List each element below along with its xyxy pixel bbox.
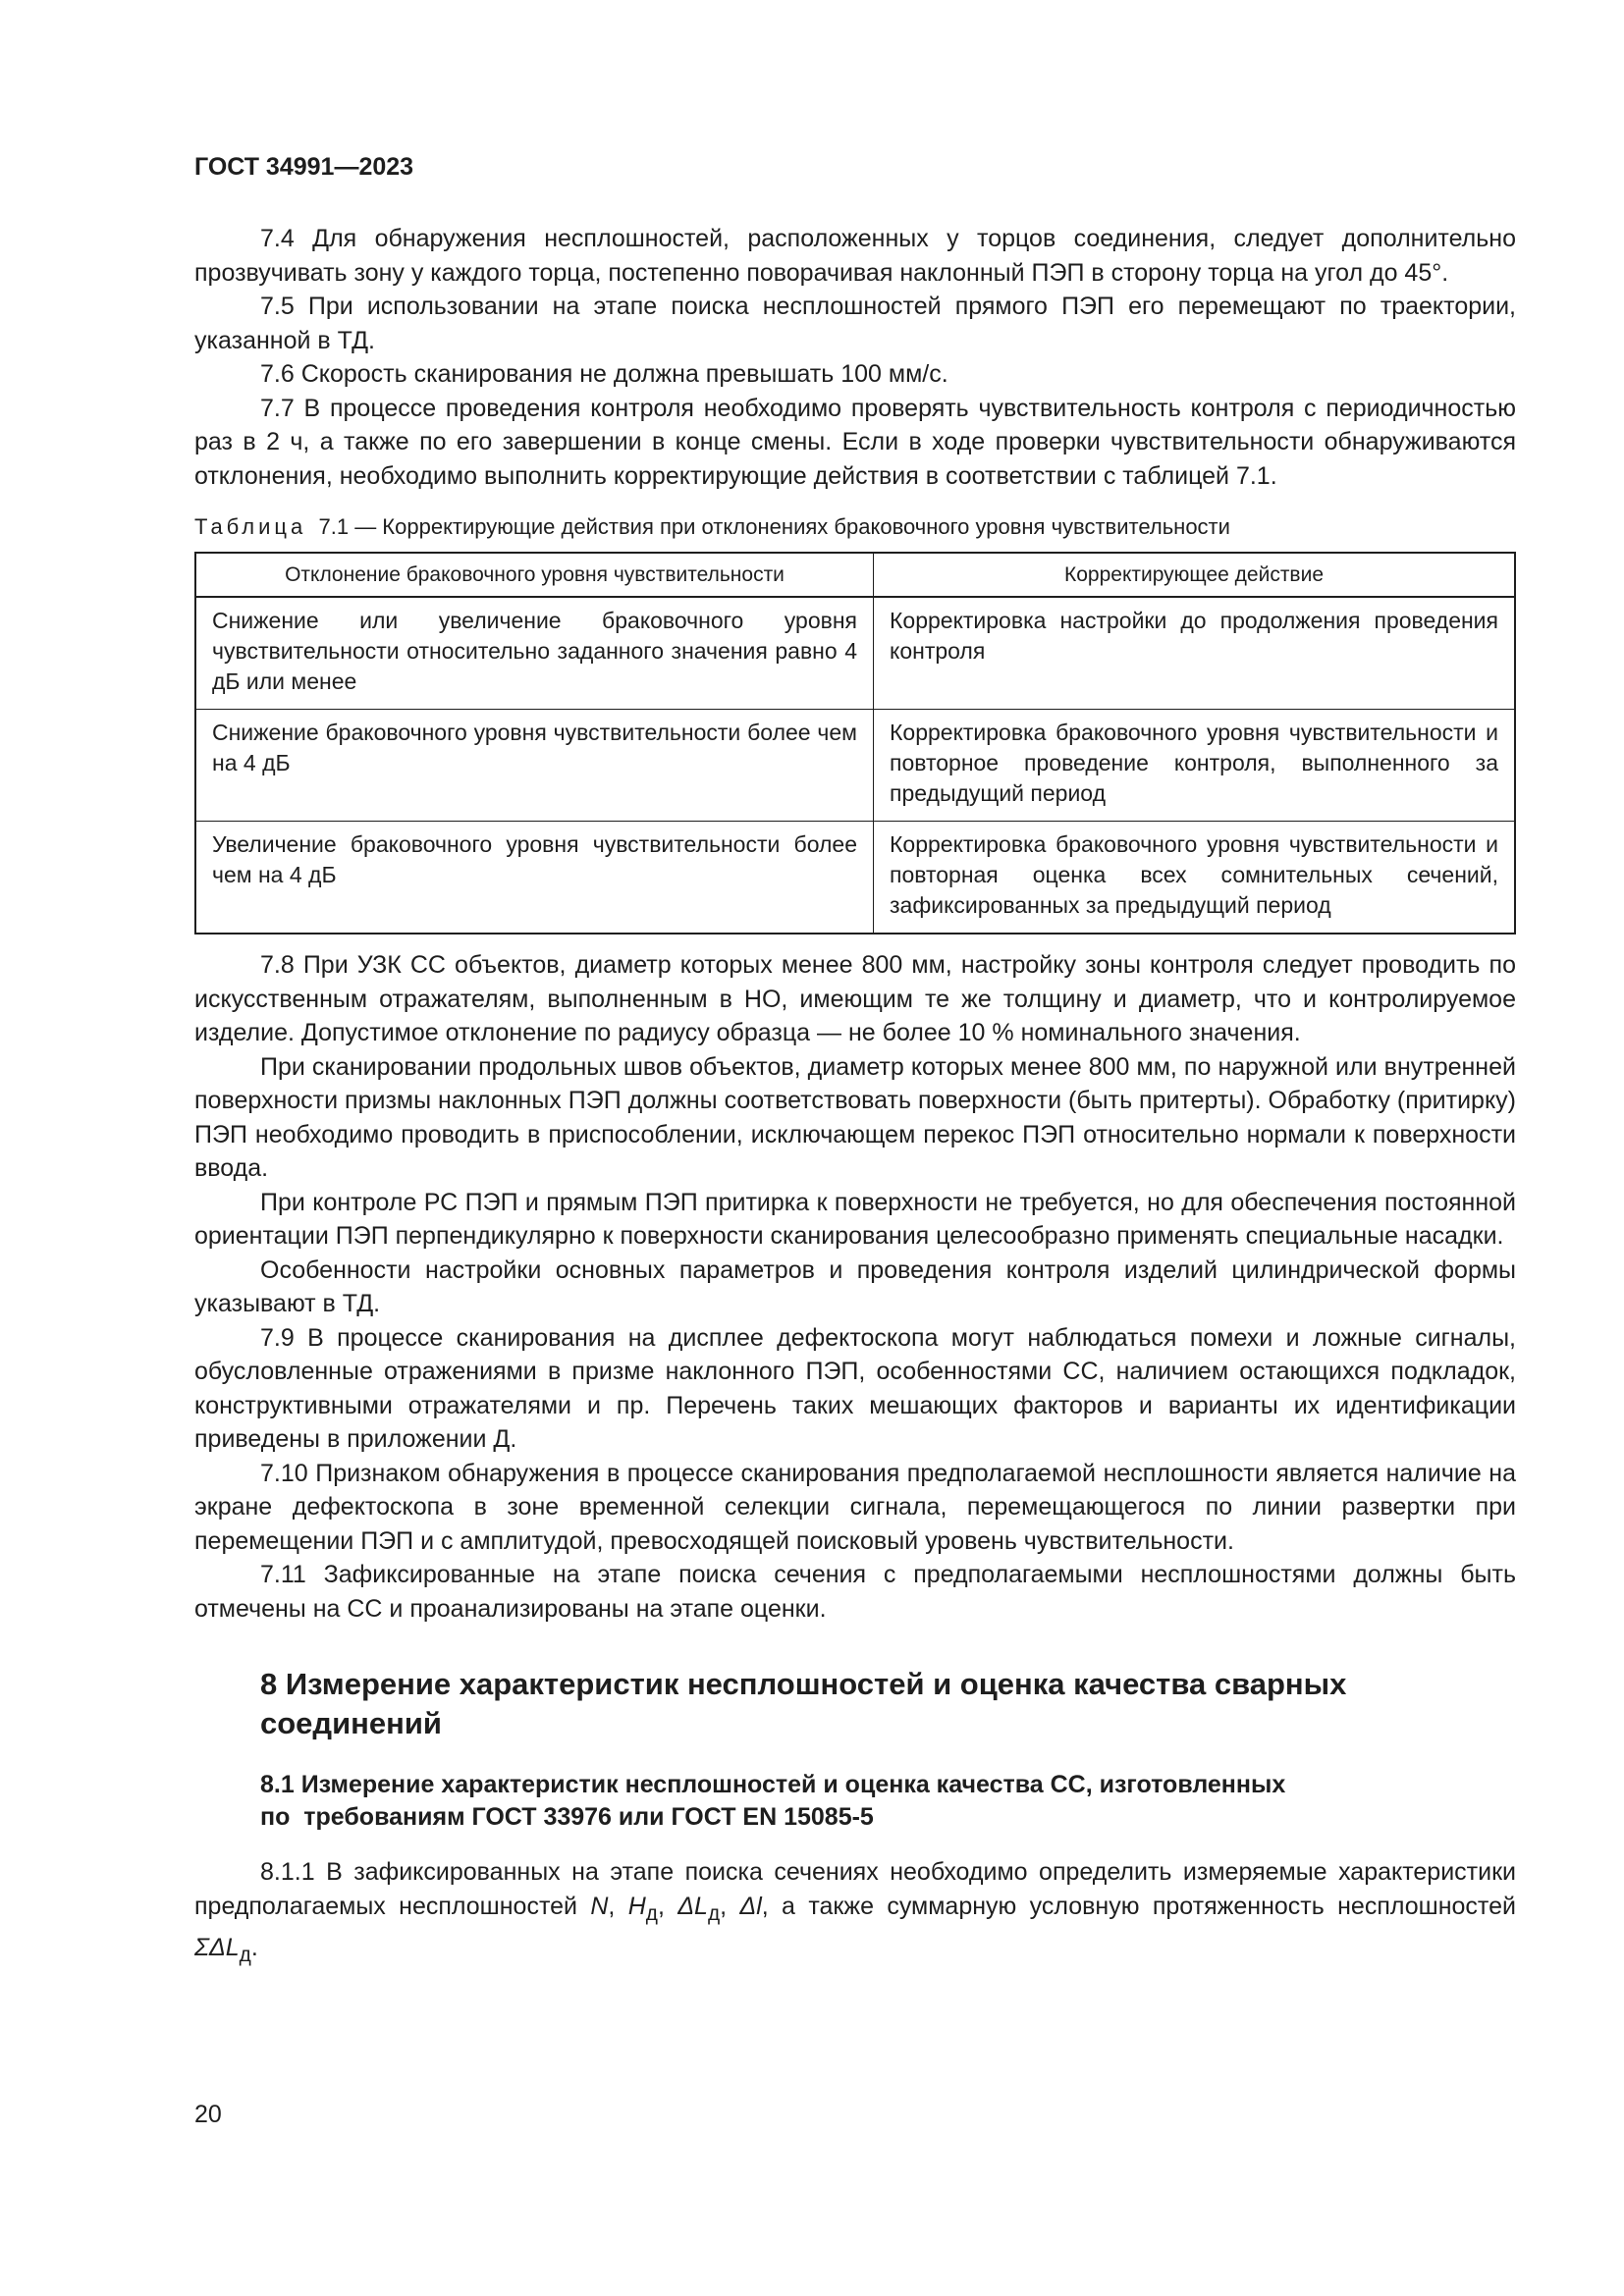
subsection-8-1-line1: 8.1 Измерение характеристик несплошностей и оценка качества СС, изготовленных: [260, 1771, 1286, 1798]
subscript-d: д: [239, 1944, 251, 1966]
paragraph-7-4: 7.4 Для обнаружения несплошностей, расположенных у торцов соединения, следует дополнительно прозвучивать зону у каждого торца, постепенно поворачивая наклонный ПЭП в сторону торца на угол до 45°.: [194, 225, 1516, 287]
subsection-8-1-line2: по требованиям ГОСТ 33976 или ГОСТ EN 15085-5: [260, 1803, 874, 1831]
section-8-heading: 8 Измерение характеристик несплошностей и оценка качества сварных соединений: [260, 1667, 1347, 1740]
corrective-actions-table: [194, 552, 1516, 934]
paragraphs-after-table: [194, 948, 1516, 1626]
table-header-row: [195, 553, 1515, 597]
symbol-delta-l: ΔL: [677, 1892, 708, 1920]
paragraph-8-1-1-lead: 8.1.1 В зафиксированных на этапе поиска сечениях необходимо определить измеряемые характеристики предполагаемых несплошностей: [194, 1858, 1516, 1920]
paragraph-7-9: 7.9 В процессе сканирования на дисплее дефектоскопа могут наблюдаться помехи и ложные сигналы, обусловленные отражениями в призме наклонного ПЭП, особенностями СС, наличием остающихся подкладок, конструктивными отражателями и пр. Перечень таких мешающих факторов и варианты их идентификации приведены в приложении Д.: [194, 1323, 1516, 1453]
separator: ,: [608, 1892, 628, 1920]
table-row: [195, 710, 1515, 822]
table-cell: Снижение или увеличение браковочного уровня чувствительности относительно заданного значения равно 4 дБ или менее: [195, 597, 874, 710]
subscript-d: д: [707, 1901, 721, 1925]
paragraph-7-5: 7.5 При использовании на этапе поиска несплошностей прямого ПЭП его перемещают по траектории, указанной в ТД.: [194, 293, 1516, 354]
table-cell: Корректировка настройки до продолжения проведения контроля: [874, 597, 1516, 710]
page-body: [194, 222, 1516, 1973]
symbol-h: H: [627, 1892, 646, 1920]
subscript-d: д: [645, 1901, 658, 1925]
symbol-n: N: [590, 1892, 609, 1920]
symbol-delta-small-l: Δl: [739, 1892, 762, 1920]
document-code: ГОСТ 34991—2023: [194, 153, 414, 181]
paragraph-7-10: 7.10 Признаком обнаружения в процессе сканирования предполагаемой несплошности является наличие на экране дефектоскопа в зоне временной селекции сигнала, перемещающегося по линии развертки при перемещении ПЭП и с амплитудой, превосходящей поисковый уровень чувствительности.: [194, 1459, 1516, 1555]
paragraph-8-1-1-mid: , а также суммарную условную протяженность несплошностей: [761, 1892, 1516, 1920]
table-cell: Корректировка браковочного уровня чувствительности и повторная оценка всех сомнительных сечений, зафиксированных за предыдущий период: [874, 822, 1516, 934]
paragraph-8-1-1-end: .: [250, 1934, 258, 1961]
paragraph-7-7: 7.7 В процессе проведения контроля необходимо проверять чувствительность контроля с периодичностью раз в 2 ч, а также по его завершении в конце смены. Если в ходе проверки чувствительности обнаруживаются отклонения, необходимо выполнить корректирующие действия в соответствии с таблицей 7.1.: [194, 394, 1516, 490]
table-caption-label: Таблица: [194, 514, 307, 539]
separator: ,: [657, 1892, 678, 1920]
table-row: [195, 597, 1515, 710]
paragraph-8-1-1: [194, 1855, 1516, 1973]
symbol-sum-delta-l: ΣΔL: [194, 1934, 240, 1961]
paragraph-rs-probe: При контроле РС ПЭП и прямым ПЭП притирка к поверхности не требуется, но для обеспечения постоянной ориентации ПЭП перпендикулярно к поверхности сканирования целесообразно применять специальные насадки.: [194, 1188, 1516, 1250]
paragraph-7-11: 7.11 Зафиксированные на этапе поиска сечения с предполагаемыми несплошностями должны быть отмечены на СС и проанализированы на этапе оценки.: [194, 1561, 1516, 1623]
paragraph-7-8: 7.8 При УЗК СС объектов, диаметр которых менее 800 мм, настройку зоны контроля следует проводить по искусственным отражателям, выполненным в НО, имеющим те же толщину и диаметр, что и контролируемое изделие. Допустимое отклонение по радиусу образца — не более 10 % номинального значения.: [194, 951, 1516, 1046]
paragraph-cylindrical: Особенности настройки основных параметров и проведения контроля изделий цилиндрической формы указывают в ТД.: [194, 1255, 1516, 1317]
table-cell: Снижение браковочного уровня чувствительности более чем на 4 дБ: [195, 710, 874, 822]
table-cell: Корректировка браковочного уровня чувствительности и повторное проведение контроля, выполненного за предыдущий период: [874, 710, 1516, 822]
paragraph-7-6: 7.6 Скорость сканирования не должна превышать 100 мм/с.: [260, 360, 948, 388]
page-number: 20: [194, 2101, 222, 2128]
table-caption-text: 7.1 — Корректирующие действия при отклонениях браковочного уровня чувствительности: [318, 514, 1230, 539]
column-header-deviation: Отклонение браковочного уровня чувствительности: [195, 553, 874, 597]
table-caption: [194, 512, 1516, 542]
table-row: [195, 822, 1515, 934]
subsection-8-1-heading: [260, 1769, 1516, 1834]
separator: ,: [720, 1892, 740, 1920]
table-cell: Увеличение браковочного уровня чувствительности более чем на 4 дБ: [195, 822, 874, 934]
paragraph-longitudinal-welds: При сканировании продольных швов объектов, диаметр которых менее 800 мм, по наружной или внутренней поверхности призмы наклонных ПЭП должны соответствовать поверхности (быть притерты). Обработку (притирку) ПЭП необходимо проводить в приспособлении, исключающем перекос ПЭП относительно нормали к поверхности ввода.: [194, 1052, 1516, 1182]
column-header-action: Корректирующее действие: [874, 553, 1516, 597]
